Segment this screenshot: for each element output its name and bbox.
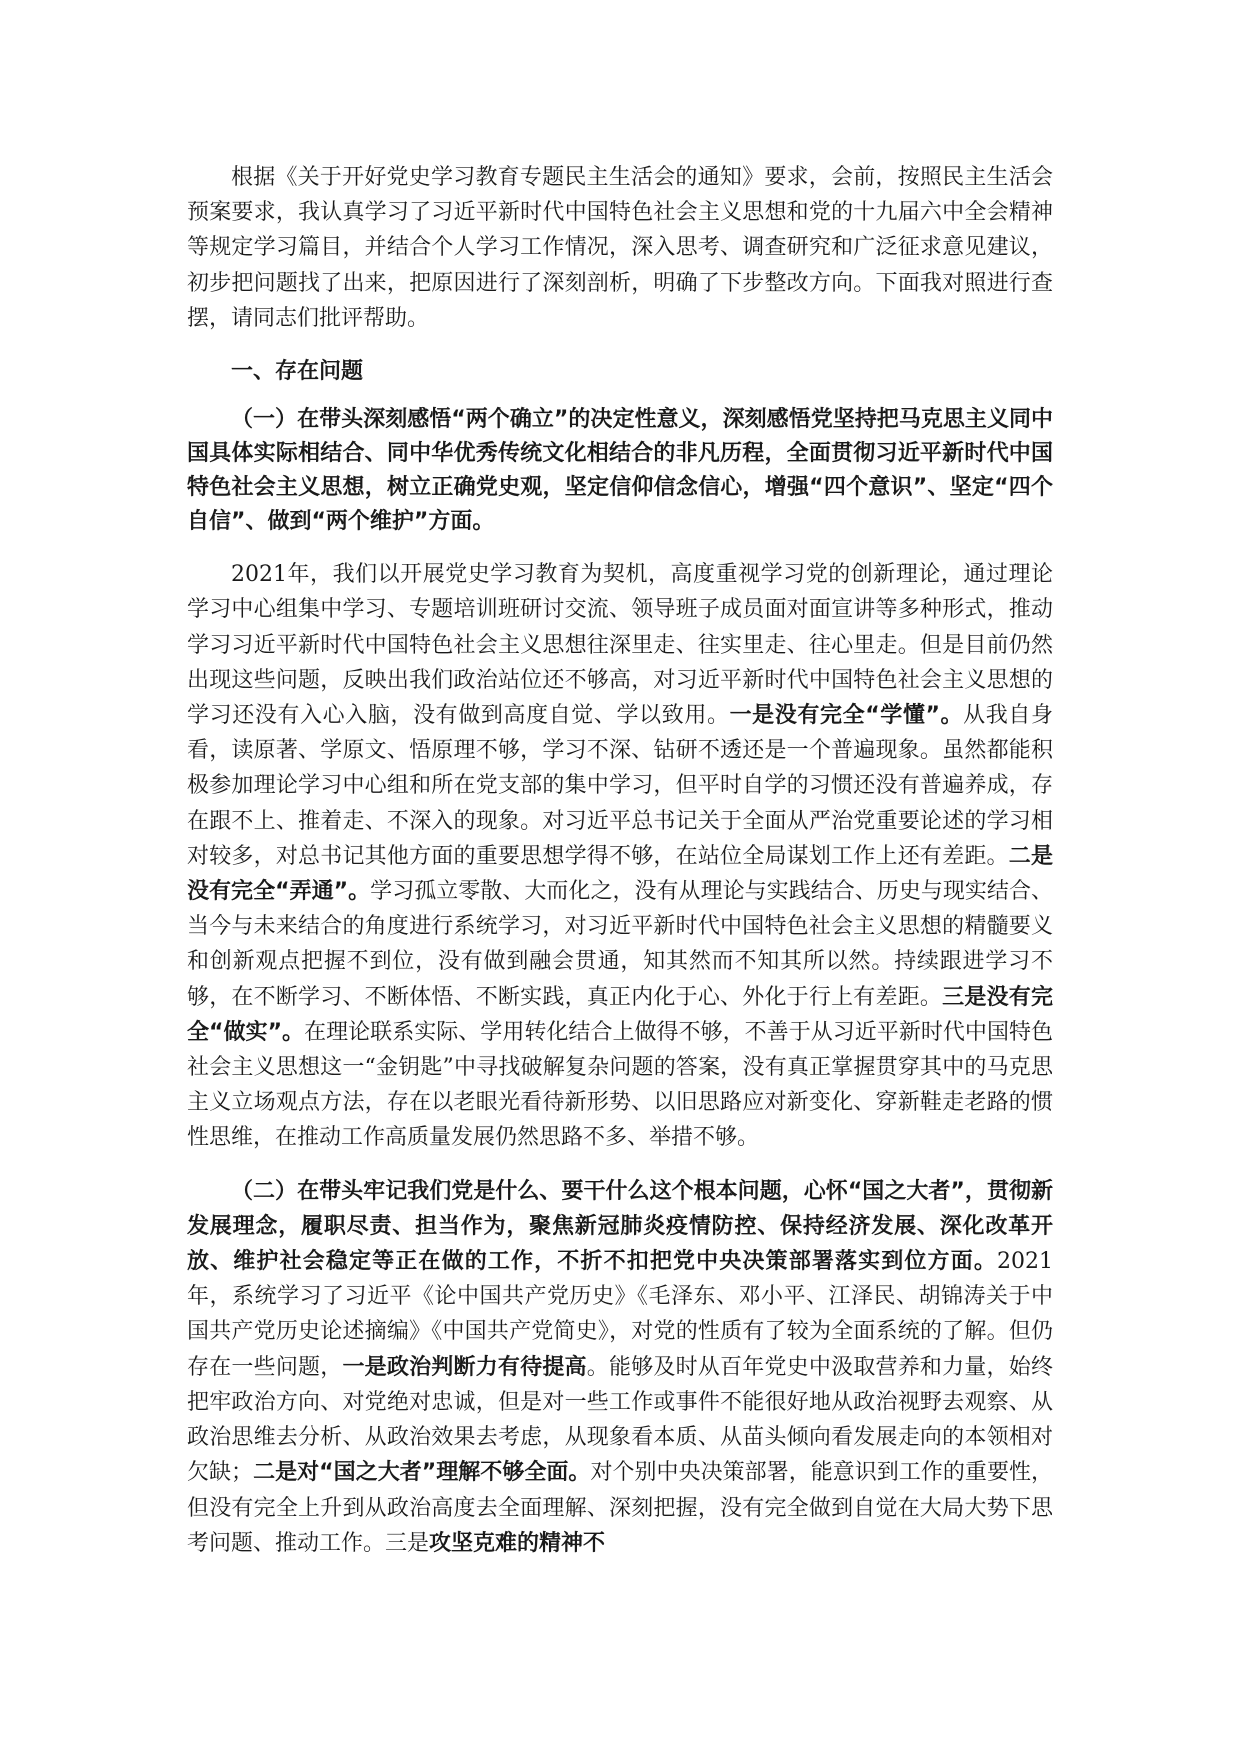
point-2-heading: 二是没有完全“弄通”。 — [187, 843, 1053, 905]
body-text: 2021年，系统学习了习近平《论中国共产党历史》《毛泽东、邓小平、江泽民、胡锦涛关于中国共产党历史论述摘编》《中国共产党简史》，对党的性质有了较为全面系统的了解。但仍存在一些问题， — [187, 1249, 1053, 1380]
subsection-2-paragraph — [187, 1174, 1053, 1561]
intro-paragraph: 根据《关于开好党史学习教育专题民主生活会的通知》要求，会前，按照民主生活会预案要求，我认真学习了习近平新时代中国特色社会主义思想和党的十九届六中全会精神等规定学习篇目，并结合个人学习工作情况，深入思考、调查研究和广泛征求意见建议，初步把问题找了出来，把原因进行了深刻剖析，明确了下步整改方向。下面我对照进行查摆，请同志们批评帮助。 — [187, 165, 1053, 331]
point-1-heading: 一是没有完全“学懂”。 — [729, 703, 964, 729]
point-2-heading: 二是对“国之大者”理解不够全面。 — [253, 1460, 591, 1486]
body-text: 2021年，我们以开展党史学习教育为契机，高度重视学习党的创新理论，通过理论学习中心组集中学习、专题培训班研讨交流、领导班子成员面对面宣讲等多种形式，推动学习习近平新时代中国特色社会主义思想往深里走、往实里走、往心里走。但是目前仍然出现这些问题，反映出我们政治站位还不够高，对习近平新时代中国特色社会主义思想的学习还没有入心入脑，没有做到高度自觉、学以致用。 — [187, 562, 1053, 729]
point-3-heading: 攻坚克难的精神不 — [429, 1530, 606, 1556]
body-text: 。能够及时从百年党史中汲取营养和力量，始终把牢政治方向、对党绝对忠诚，但是对一些工作或事件不能很好地从政治视野去观察、从政治思维去分析、从政治效果去考虑，从现象看本质、从苗头倾向看发展走向的本领相对欠缺； — [187, 1354, 1053, 1486]
body-text: 在理论联系实际、学用转化结合上做得不够，不善于从习近平新时代中国特色社会主义思想这一“金钥匙”中寻找破解复杂问题的答案，没有真正掌握贯穿其中的马克思主义立场观点方法，存在以老眼光看待新形势、以旧思路应对新变化、穿新鞋走老路的惯性思维，在推动工作高质量发展仍然思路不多、举措不够。 — [187, 1019, 1053, 1151]
body-text: 对个别中央决策部署，能意识到工作的重要性，但没有完全上升到从政治高度去全面理解、深刻把握，没有完全做到自觉在大局大势下思考问题、推动工作。三是 — [187, 1460, 1053, 1556]
subsection-2-heading: （二）在带头牢记我们党是什么、要干什么这个根本问题，心怀“国之大者”，贯彻新发展理念，履职尽责、担当作为，聚焦新冠肺炎疫情防控、保持经济发展、深化改革开放、维护社会稳定等正在做的工作，不折不扣把党中央决策部署落实到位方面。 — [187, 1178, 1053, 1275]
point-3-heading: 三是没有完全“做实”。 — [187, 984, 1053, 1045]
point-1-heading: 一是政治判断力有待提高 — [342, 1354, 587, 1380]
subsection-1-heading: （一）在带头深刻感悟“两个确立”的决定性意义，深刻感悟党坚持把马克思主义同中国具体实际相结合、同中华优秀传统文化相结合的非凡历程，全面贯彻习近平新时代中国特色社会主义思想，树立正确党史观，坚定信仰信念信心，增强“四个意识”、坚定“四个自信”、做到“两个维护”方面。 — [187, 407, 1053, 535]
body-text: 学习孤立零散、大而化之，没有从理论与实践结合、历史与现实结合、当今与未来结合的角度进行系统学习，对习近平新时代中国特色社会主义思想的精髓要义和创新观点把握不到位，没有做到融会贯通，知其然而不知其所以然。持续跟进学习不够，在不断学习、不断体悟、不断实践，真正内化于心、外化于行上有差距。 — [187, 879, 1053, 1010]
subsection-1-body — [187, 557, 1053, 1155]
body-text: 从我自身看，读原著、学原文、悟原理不够，学习不深、钻研不透还是一个普遍现象。虽然都能积极参加理论学习中心组和所在党支部的集中学习，但平时自学的习惯还没有普遍养成，存在跟不上、推着走、不深入的现象。对习近平总书记关于全面从严治党重要论述的学习相对较多，对总书记其他方面的重要思想学得不够，在站位全局谋划工作上还有差距。 — [187, 703, 1053, 869]
section-heading: 一、存在问题 — [231, 359, 364, 385]
document-page — [187, 160, 1053, 1561]
